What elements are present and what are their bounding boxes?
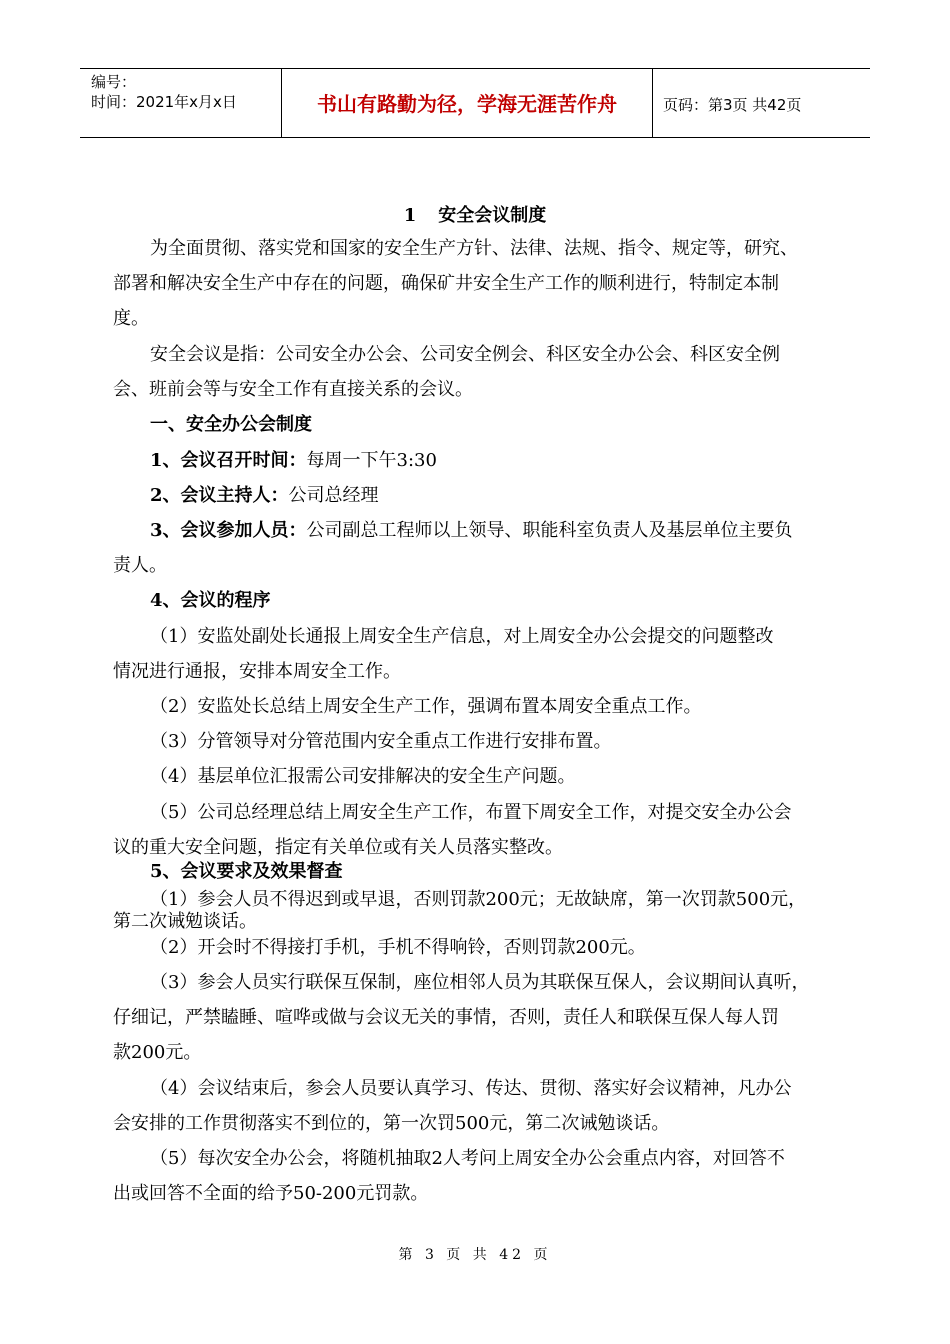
header-motto: 书山有路勤为径，学海无涯苦作舟 <box>317 92 617 116</box>
paragraph-line: 议的重大安全问题，指定有关单位或有关人员落实整改。 <box>113 837 563 858</box>
item-value: 公司副总工程师以上领导、职能科室负责人及基层单位主要负 <box>306 520 793 541</box>
item-label: 3、会议参加人员： <box>150 520 307 541</box>
paragraph-line: 安全会议是指：公司安全办公会、公司安全例会、科区安全办公会、科区安全例 <box>150 344 780 365</box>
paragraph-line: 出或回答不全面的给予50-200元罚款。 <box>113 1183 429 1204</box>
heading-line: 5、会议要求及效果督查 <box>150 861 343 882</box>
list-item <box>150 450 437 472</box>
paragraph-line: （5）公司总经理总结上周安全生产工作，布置下周安全工作，对提交安全办公会 <box>150 802 792 823</box>
paragraph-line: （4）基层单位汇报需公司安排解决的安全生产问题。 <box>150 766 576 787</box>
paragraph-line: （2）开会时不得接打手机，手机不得响铃，否则罚款200元。 <box>150 937 646 958</box>
document-header <box>80 68 870 138</box>
paragraph-line: （1）安监处副处长通报上周安全生产信息，对上周安全办公会提交的问题整改 <box>150 626 774 647</box>
header-page-cell <box>653 69 870 137</box>
paragraph-line: 款200元。 <box>113 1042 202 1063</box>
header-motto-cell <box>281 69 653 137</box>
list-item <box>150 520 793 542</box>
item-value: 每周一下午3:30 <box>306 450 437 471</box>
paragraph-line: 情况进行通报，安排本周安全工作。 <box>113 661 401 682</box>
document-time-label: 时间：2021年x月x日 <box>91 93 237 111</box>
paragraph-line: （4）会议结束后，参会人员要认真学习、传达、贯彻、落实好会议精神，凡办公 <box>150 1078 792 1099</box>
paragraph-line: 会安排的工作贯彻落实不到位的，第一次罚500元，第二次诫勉谈话。 <box>113 1113 670 1134</box>
paragraph-line: （5）每次安全办公会，将随机抽取2人考问上周安全办公会重点内容，对回答不 <box>150 1148 785 1169</box>
list-item <box>150 485 379 507</box>
paragraph-line: （3）分管领导对分管范围内安全重点工作进行安排布置。 <box>150 731 612 752</box>
document-number-label: 编号： <box>91 73 137 91</box>
paragraph-line: 责人。 <box>113 555 167 576</box>
heading-line: 4、会议的程序 <box>150 590 271 611</box>
item-label: 1、会议召开时间： <box>150 450 307 471</box>
item-label: 2、会议主持人： <box>150 485 289 506</box>
paragraph-line: 为全面贯彻、落实党和国家的安全生产方针、法律、法规、指令、规定等，研究、 <box>150 238 798 259</box>
paragraph-line: 度。 <box>113 308 149 329</box>
header-page-info: 页码：第3页 共42页 <box>663 96 802 114</box>
paragraph-line: （1）参会人员不得迟到或早退，否则罚款200元；无故缺席，第一次罚款500元， <box>150 889 807 910</box>
item-value: 公司总经理 <box>288 485 379 506</box>
paragraph-line: 会、班前会等与安全工作有直接关系的会议。 <box>113 379 473 400</box>
section-number: 1 <box>403 205 417 226</box>
header-meta-cell <box>80 69 280 137</box>
paragraph-line: （3）参会人员实行联保互保制，座位相邻人员为其联保互保人，会议期间认真听， <box>150 972 810 993</box>
page-footer: 第 3 页 共 42 页 <box>398 1247 552 1263</box>
paragraph-line: 部署和解决安全生产中存在的问题，确保矿井安全生产工作的顺利进行，特制定本制 <box>113 273 779 294</box>
paragraph-line: （2）安监处长总结上周安全生产工作，强调布置本周安全重点工作。 <box>150 696 702 717</box>
paragraph-line: 仔细记，严禁瞌睡、喧哗或做与会议无关的事情，否则，责任人和联保互保人每人罚 <box>113 1007 779 1028</box>
heading-line: 一、安全办公会制度 <box>150 414 312 435</box>
section-title-text: 安全会议制度 <box>438 205 547 226</box>
section-title <box>0 205 950 227</box>
paragraph-line: 第二次诫勉谈话。 <box>113 911 257 932</box>
